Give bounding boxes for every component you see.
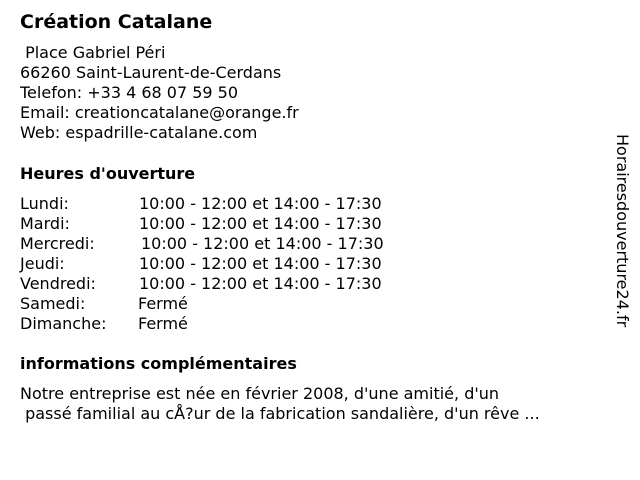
day-hours: 10:00 - 12:00 et 14:00 - 17:30 [139, 194, 382, 213]
address-city: 66260 Saint-Laurent-de-Cerdans [20, 63, 282, 82]
info-line: passé familial au cÅ?ur de la fabrication sandalière, d'un rêve ... [20, 404, 540, 423]
contact-block [20, 43, 299, 143]
day-hours: Fermé [138, 314, 188, 333]
business-name: Création Catalane [20, 11, 213, 33]
day-label: Lundi: [20, 194, 69, 213]
day-hours: 10:00 - 12:00 et 14:00 - 17:30 [139, 274, 382, 293]
website: Web: espadrille-catalane.com [20, 123, 258, 142]
day-hours: 10:00 - 12:00 et 14:00 - 17:30 [141, 234, 384, 253]
day-label: Jeudi: [20, 254, 65, 273]
site-watermark: Horairesdouverture24.fr [613, 134, 632, 328]
info-line: Notre entreprise est née en février 2008, d'une amitié, d'un [20, 384, 500, 403]
day-hours: 10:00 - 12:00 et 14:00 - 17:30 [139, 214, 382, 233]
additional-info-heading: informations complémentaires [20, 354, 297, 373]
day-label: Mardi: [20, 214, 70, 233]
address-street: Place Gabriel Péri [20, 43, 166, 62]
day-label: Samedi: [20, 294, 86, 313]
day-label: Vendredi: [20, 274, 96, 293]
day-label: Dimanche: [20, 314, 107, 333]
day-hours: 10:00 - 12:00 et 14:00 - 17:30 [139, 254, 382, 273]
phone-number: Telefon: +33 4 68 07 59 50 [20, 83, 239, 102]
additional-info-text [20, 384, 540, 424]
opening-hours-heading: Heures d'ouverture [20, 164, 196, 183]
day-hours: Fermé [138, 294, 188, 313]
day-label: Mercredi: [20, 234, 95, 253]
email-address: Email: creationcatalane@orange.fr [20, 103, 299, 122]
